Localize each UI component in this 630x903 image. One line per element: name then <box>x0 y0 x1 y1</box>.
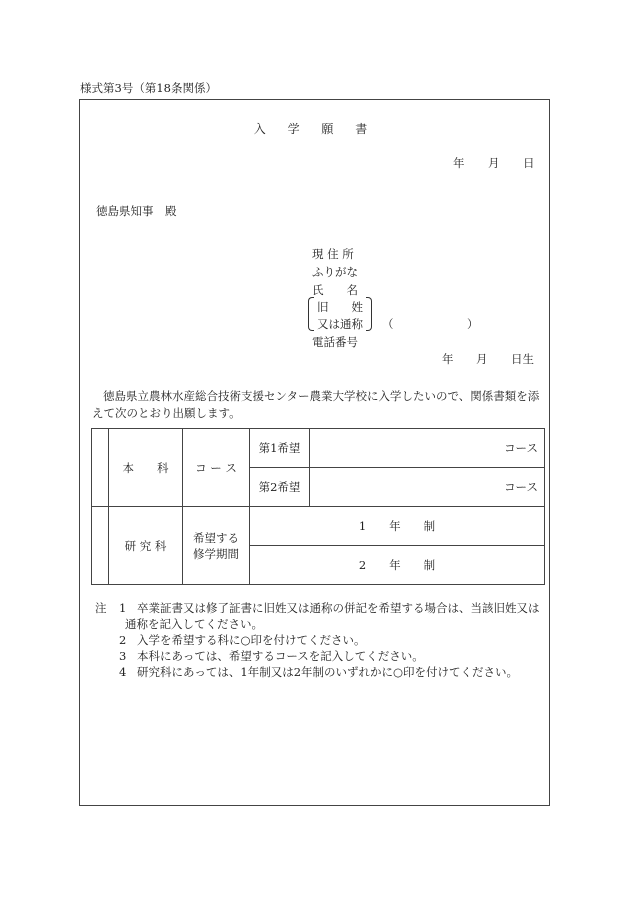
date-year: 年 <box>453 156 465 170</box>
former-surname-label: 旧 姓 <box>317 300 363 314</box>
address-label: 現 住 所 <box>312 247 354 261</box>
furigana-label: ふりがな <box>312 265 358 279</box>
birth-month: 月 <box>476 352 488 366</box>
study-period-line2: 修学期間 <box>193 546 239 561</box>
study-period-label <box>183 507 250 585</box>
date-day: 日 <box>523 156 535 170</box>
note-4-number: 4 <box>119 665 127 679</box>
choice2-label: 第2希望 <box>250 468 310 507</box>
paren-close: ） <box>467 317 479 331</box>
note-1-line2: 通称を記入してください。 <box>125 617 263 631</box>
note-3-number: 3 <box>119 649 127 663</box>
selection-mark-main[interactable] <box>92 429 109 507</box>
research-course-label: 研 究 科 <box>109 507 183 585</box>
study-period-line1: 希望する <box>193 530 239 545</box>
document-title: 入 学 願 書 <box>253 122 377 136</box>
choice2-course-field[interactable] <box>310 468 545 507</box>
application-statement: 徳島県立農林水産総合技術支援センター農業大学校に入学したいので、関係書類を添えて次のとおり出願します。 <box>92 389 540 420</box>
choice1-label: 第1希望 <box>250 429 310 468</box>
note-1-number: 1 <box>119 601 127 615</box>
note-1-line1: 卒業証書又は修了証書に旧姓又は通称の併記を希望する場合は、当該旧姓又は <box>137 601 540 615</box>
paren-open: （ <box>382 317 394 331</box>
addressee: 徳島県知事 殿 <box>96 204 177 218</box>
name-label: 氏 名 <box>312 283 358 297</box>
date-month: 月 <box>488 156 500 170</box>
note-2-text: 入学を希望する科に○印を付けてください。 <box>137 633 366 647</box>
course-label: コ ー ス <box>183 429 250 507</box>
choice2-course-suffix: コース <box>504 480 538 494</box>
note-3-text: 本科にあっては、希望するコースを記入してください。 <box>137 649 424 663</box>
choice1-course-suffix: コース <box>504 441 538 455</box>
form-number: 様式第3号（第18条関係） <box>80 81 217 95</box>
note-2-number: 2 <box>119 633 127 647</box>
main-course-label: 本 科 <box>109 429 183 507</box>
note-4-text: 研究科にあっては、1年制又は2年制のいずれかに○印を付けてください。 <box>137 665 519 679</box>
bracket-left <box>308 297 314 331</box>
period-option-2[interactable]: 2 年 制 <box>250 546 545 585</box>
choice1-course-field[interactable] <box>310 429 545 468</box>
birth-day: 日生 <box>511 352 534 366</box>
bracket-right <box>366 297 372 331</box>
notes-label: 注 <box>95 601 107 615</box>
phone-label: 電話番号 <box>312 335 358 349</box>
alias-label: 又は通称 <box>317 317 363 331</box>
birth-year: 年 <box>442 352 454 366</box>
application-table <box>91 428 545 585</box>
period-option-1[interactable]: 1 年 制 <box>250 507 545 546</box>
notes <box>95 600 555 680</box>
selection-mark-research[interactable] <box>92 507 109 585</box>
